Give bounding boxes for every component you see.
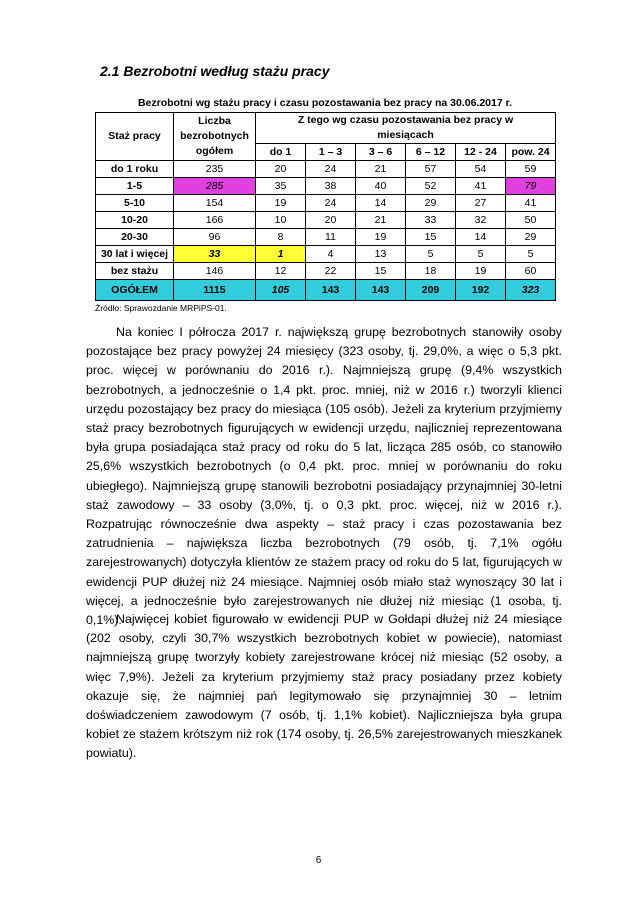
table-cell: 38 xyxy=(306,178,356,195)
table-cell: 52 xyxy=(406,178,456,195)
table-cell: 22 xyxy=(306,263,356,280)
table-cell-highlighted: 33 xyxy=(174,246,256,263)
row-label: 1-5 xyxy=(96,178,174,195)
table-row xyxy=(96,212,556,229)
total-cell: 192 xyxy=(456,280,506,301)
table-cell: 41 xyxy=(506,195,556,212)
table-cell: 40 xyxy=(356,178,406,195)
subheader-3-6: 3 – 6 xyxy=(356,144,406,161)
table-cell: 24 xyxy=(306,195,356,212)
table-row xyxy=(96,195,556,212)
total-cell: 143 xyxy=(356,280,406,301)
row-label: bez stażu xyxy=(96,263,174,280)
table-cell: 21 xyxy=(356,161,406,178)
table-cell: 235 xyxy=(174,161,256,178)
paragraph-text: Na koniec I półrocza 2017 r. największą grupę bezrobotnych stanowiły osoby pozostające bez pracy powyżej 24 miesięcy (323 osoby, tj. 29,0%, a więc o 5,3 pkt. proc. więcej w porównaniu do 2016 r.). Najmniejszą grupę (9,4% wszystkich bezrobotnych, a jednocześnie o 1,4 pkt. proc. mniej, niż w 2016 r.) tworzyli klienci urzędu pozostający bez pracy do miesiąca (105 osób). Jeżeli za kryterium przyjmiemy staż pracy bezrobotnych figurujących w ewidencji urzędu, najliczniej reprezentowana była grupa posiadająca staż pracy od roku do 5 lat, licząca 285 osób, co stanowiło 25,6% wszystkich bezrobotnych (o 0,4 pkt. proc. mniej w porównaniu do roku ubiegłego). Najmniejszą grupę stanowili bezrobotni posiadający przynajmniej 30-letni staż zawodowy – 33 osoby (3,0%, tj. o 0,3 pkt. proc. więcej, niż w 2016 r.). Rozpatrując równocześnie dwa aspekty – staż pracy i czas pozostawania bez zatrudnienia – największa liczba bezrobotnych (79 osób, tj. 7,1% ogółu zarejestrowanych) dotyczyła klientów ze stażem pracy od roku do 5 lat, figurujących w ewidencji PUP dłużej niż 24 miesiące. Najmniej osób miało staż wynoszący 30 lat i więcej, a jednocześnie było zarejestrowanych nie dłużej niż miesiąc (1 osoba, tj. 0,1%). xyxy=(86,325,562,628)
header-czas-pozostawania: Z tego wg czasu pozostawania bez pracy w miesiącach xyxy=(256,113,556,144)
table-cell: 35 xyxy=(256,178,306,195)
subheader-6-12: 6 – 12 xyxy=(406,144,456,161)
table-row xyxy=(96,161,556,178)
table-cell: 19 xyxy=(256,195,306,212)
subheader-do-1: do 1 xyxy=(256,144,306,161)
table-cell-highlighted: 79 xyxy=(506,178,556,195)
table-cell: 29 xyxy=(406,195,456,212)
table-cell-highlighted: 1 xyxy=(256,246,306,263)
table-cell: 59 xyxy=(506,161,556,178)
table-cell: 14 xyxy=(356,195,406,212)
table-cell: 5 xyxy=(456,246,506,263)
row-label: 20-30 xyxy=(96,229,174,246)
header-staz-pracy: Staż pracy xyxy=(96,113,174,161)
table-cell: 54 xyxy=(456,161,506,178)
table-cell: 15 xyxy=(406,229,456,246)
table-cell: 57 xyxy=(406,161,456,178)
unemployment-table xyxy=(95,112,556,301)
total-row xyxy=(96,280,556,301)
table-cell: 41 xyxy=(456,178,506,195)
table-cell: 20 xyxy=(306,212,356,229)
table-cell: 13 xyxy=(356,246,406,263)
table-cell: 96 xyxy=(174,229,256,246)
table-cell: 19 xyxy=(356,229,406,246)
total-cell: 1115 xyxy=(174,280,256,301)
table-cell: 19 xyxy=(456,263,506,280)
total-cell-highlighted: 105 xyxy=(256,280,306,301)
table-cell: 12 xyxy=(256,263,306,280)
table-cell: 5 xyxy=(506,246,556,263)
paragraph-text: Najwięcej kobiet figurowało w ewidencji PUP w Gołdapi dłużej niż 24 miesiące (202 osoby, czyli 30,7% wszystkich bezrobotnych kobiet w powiecie), natomiast najmniejszą grupę tworzyły kobiety zarejestrowane krócej niż miesiąc (52 osoby, a więc 7,9%). Jeżeli za kryterium przyjmiemy staż pracy posiadany przez kobiety okazuje się, że najmniej pań legitymowało się przynajmniej 30 – letnim doświadczeniem zawodowym (7 osób, tj. 1,1% kobiet). Najliczniejsza była grupa kobiet ze stażem krótszym niż rok (174 osoby, tj. 26,5% zarejestrowanych mieszkanek powiatu). xyxy=(86,612,562,761)
table-cell: 24 xyxy=(306,161,356,178)
total-cell: 209 xyxy=(406,280,456,301)
row-label: 30 lat i więcej xyxy=(96,246,174,263)
table-cell: 4 xyxy=(306,246,356,263)
table-cell: 32 xyxy=(456,212,506,229)
table-row xyxy=(96,263,556,280)
total-label: OGÓŁEM xyxy=(96,280,174,301)
table-cell-highlighted: 285 xyxy=(174,178,256,195)
row-label: do 1 roku xyxy=(96,161,174,178)
table-cell: 146 xyxy=(174,263,256,280)
table-source: Źródło: Sprawozdanie MRPiPS-01. xyxy=(95,303,227,313)
table-row xyxy=(96,246,556,263)
table-caption: Bezrobotni wg stażu pracy i czasu pozostawania bez pracy na 30.06.2017 r. xyxy=(137,97,513,109)
table-cell: 10 xyxy=(256,212,306,229)
total-cell: 143 xyxy=(306,280,356,301)
page-number: 6 xyxy=(315,855,322,866)
table-cell: 50 xyxy=(506,212,556,229)
table-cell: 15 xyxy=(356,263,406,280)
table-row xyxy=(96,229,556,246)
table-cell: 21 xyxy=(356,212,406,229)
table-cell: 11 xyxy=(306,229,356,246)
table-cell: 166 xyxy=(174,212,256,229)
table-cell: 154 xyxy=(174,195,256,212)
subheader-12-24: 12 - 24 xyxy=(456,144,506,161)
paragraph xyxy=(86,610,562,764)
table-cell: 8 xyxy=(256,229,306,246)
subheader-1-3: 1 – 3 xyxy=(306,144,356,161)
table-cell: 20 xyxy=(256,161,306,178)
section-title: 2.1 Bezrobotni według stażu pracy xyxy=(100,63,330,79)
table-row xyxy=(96,178,556,195)
row-label: 5-10 xyxy=(96,195,174,212)
table-cell: 27 xyxy=(456,195,506,212)
table-cell: 29 xyxy=(506,229,556,246)
table-cell: 14 xyxy=(456,229,506,246)
table-cell: 60 xyxy=(506,263,556,280)
total-cell-highlighted: 323 xyxy=(506,280,556,301)
paragraph xyxy=(86,323,562,630)
table-cell: 5 xyxy=(406,246,456,263)
row-label: 10-20 xyxy=(96,212,174,229)
subheader-pow-24: pow. 24 xyxy=(506,144,556,161)
table-cell: 33 xyxy=(406,212,456,229)
table-cell: 18 xyxy=(406,263,456,280)
header-liczba-bezrobotnych: Liczba bezrobotnych ogółem xyxy=(174,113,256,161)
